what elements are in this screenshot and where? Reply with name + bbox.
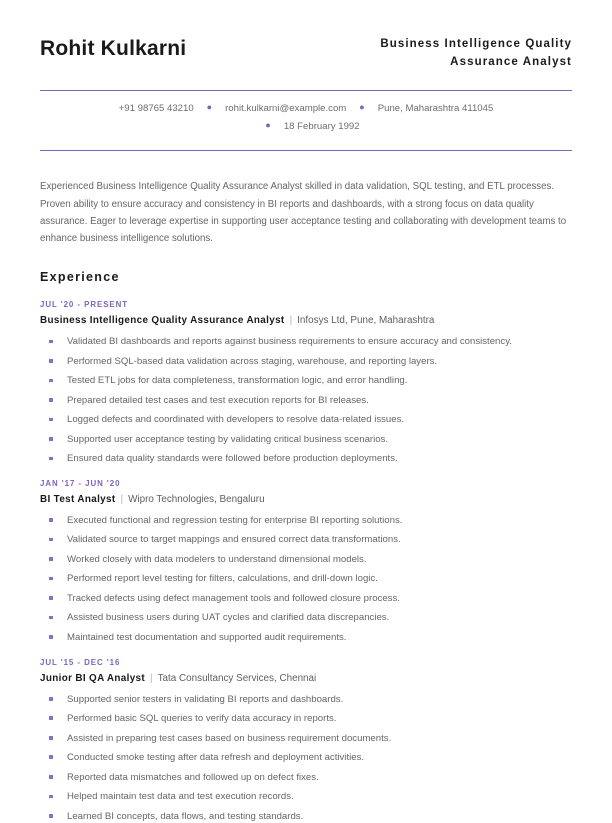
contact-separator-dot: ● [265, 120, 271, 131]
contact-email: rohit.kulkarni@example.com [225, 103, 347, 115]
list-item: Conducted smoke testing after data refresh and deployment activities. [40, 751, 572, 765]
experience-dates: JUL '20 - PRESENT [40, 300, 129, 310]
list-item: Supported senior testers in validating BI reports and dashboards. [40, 693, 572, 707]
list-item: Prepared detailed test cases and test execution reports for BI releases. [40, 394, 572, 408]
list-item: Validated source to target mappings and ensured correct data transformations. [40, 533, 572, 547]
list-item: Tested ETL jobs for data completeness, transformation logic, and error handling. [40, 374, 572, 388]
experience-heading [40, 314, 572, 328]
list-item: Maintained test documentation and supported audit requirements. [40, 631, 572, 645]
list-item: Assisted in preparing test cases based on business requirement documents. [40, 732, 572, 746]
list-item: Performed SQL-based data validation across staging, warehouse, and reporting layers. [40, 355, 572, 369]
list-item: Learned BI concepts, data flows, and testing standards. [40, 810, 572, 823]
experience-job-title: Business Intelligence Quality Assurance Analyst [40, 315, 285, 327]
list-item: Ensured data quality standards were followed before production deployments. [40, 452, 572, 466]
list-item: Helped maintain test data and test execution records. [40, 790, 572, 804]
list-item: Supported user acceptance testing by validating critical business scenarios. [40, 433, 572, 447]
professional-summary: Experienced Business Intelligence Quality Assurance Analyst skilled in data validation, SQL testing, and ETL processes. Proven ability to ensure accuracy and consistency in BI reports and dashboards, with a strong focus on data quality assurance. Eager to leverage expertise in supporting user acceptance testing and collaborating with development teams to enhance business intelligence solutions. [40, 181, 567, 245]
list-item: Validated BI dashboards and reports against business requirements to ensure accuracy and consistency. [40, 335, 572, 349]
experience-heading [40, 672, 572, 686]
experience-organization: Wipro Technologies, Bengaluru [128, 494, 265, 506]
list-item: Worked closely with data modelers to understand dimensional models. [40, 553, 572, 567]
experience-job-title: Junior BI QA Analyst [40, 672, 146, 684]
list-item: Performed basic SQL queries to verify data accuracy in reports. [40, 712, 572, 726]
experience-pipe-separator: | [150, 672, 153, 684]
header-divider-bottom [40, 150, 572, 152]
section-title-experience: Experience [40, 270, 120, 285]
contact-birthdate: 18 February 1992 [283, 120, 360, 132]
experience-job-title: BI Test Analyst [40, 494, 116, 506]
list-item: Reported data mismatches and followed up on defect fixes. [40, 771, 572, 785]
experience-pipe-separator: | [120, 494, 124, 506]
candidate-name: Rohit Kulkarni [40, 37, 187, 60]
list-item: Executed functional and regression testing for enterprise BI reporting solutions. [40, 514, 572, 528]
list-item: Tracked defects using defect management tools and followed closure process. [40, 592, 572, 606]
contact-separator-dot: ● [206, 102, 213, 113]
experience-organization: Tata Consultancy Services, Chennai [157, 672, 317, 684]
experience-entry [40, 479, 572, 645]
experience-heading [40, 493, 572, 507]
experience-dates: JUL '15 - DEC '16 [40, 657, 121, 667]
experience-bullet-list [40, 693, 572, 823]
experience-bullet-list [40, 514, 572, 645]
experience-entry [40, 300, 572, 466]
contact-bar [40, 91, 572, 142]
resume-header [40, 0, 572, 72]
list-item: Assisted business users during UAT cycles and clarified data discrepancies. [40, 611, 572, 625]
experience-section [40, 270, 572, 823]
contact-location: Pune, Maharashtra 411045 [377, 103, 494, 115]
contact-separator-dot: ● [359, 102, 365, 113]
experience-organization: Infosys Ltd, Pune, Maharashtra [297, 315, 435, 327]
experience-pipe-separator: | [289, 315, 293, 327]
list-item: Logged defects and coordinated with developers to resolve data-related issues. [40, 413, 572, 427]
contact-phone: +91 98765 43210 [118, 103, 194, 115]
experience-bullet-list [40, 335, 572, 466]
candidate-headline: Business Intelligence Quality Assurance Analyst [380, 38, 572, 68]
experience-entry [40, 658, 572, 823]
list-item: Performed report level testing for filters, calculations, and drill-down logic. [40, 572, 572, 586]
experience-dates: JAN '17 - JUN '20 [40, 479, 121, 489]
